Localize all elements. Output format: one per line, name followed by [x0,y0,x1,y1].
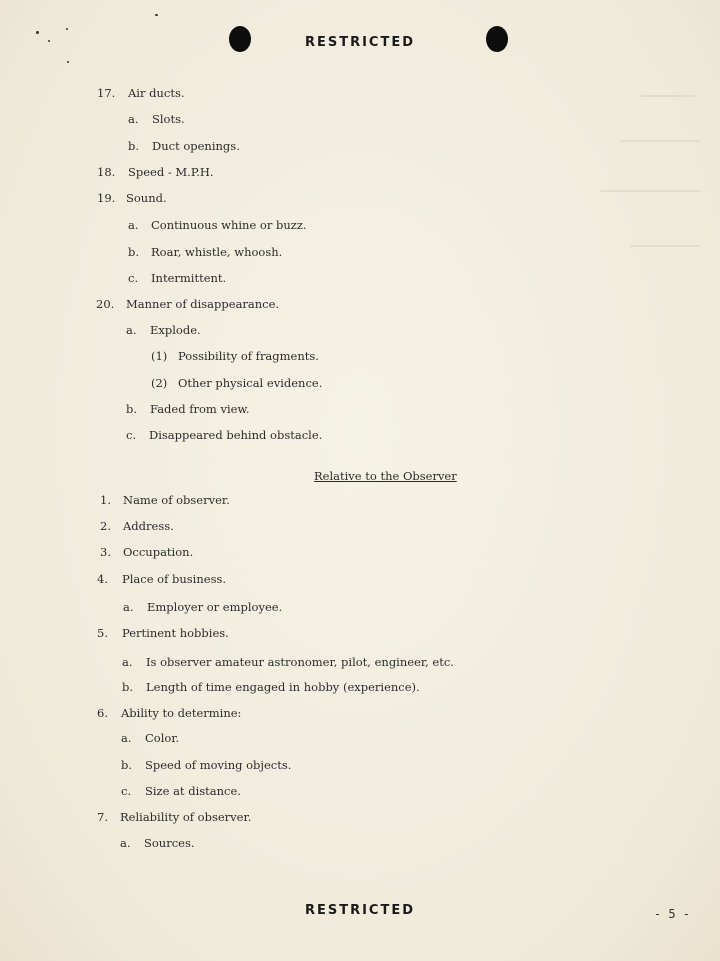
observer-item-text: Employer or employee. [147,600,283,614]
footer-restricted-stamp: RESTRICTED [304,903,416,918]
characteristic-item-number: 17. [97,86,116,100]
bleed-through [640,95,695,97]
characteristic-item [97,165,214,179]
observer-item [123,600,283,614]
observer-item-text: Size at distance. [145,784,241,798]
observer-item-text: Sources. [144,836,195,850]
characteristic-item [128,139,240,153]
characteristic-item-text: Sound. [126,191,167,205]
characteristic-item [97,86,185,100]
characteristic-item-number: 18. [97,165,116,179]
observer-item-text: Ability to determine: [121,706,242,720]
observer-item-number: 7. [97,810,108,824]
observer-item [122,655,454,669]
page-number: - 5 - [653,907,690,921]
characteristic-item-number: a. [128,112,139,126]
observer-item-text: Address. [123,519,174,533]
header-restricted-stamp: RESTRICTED [304,35,416,50]
characteristic-item-number: b. [128,245,140,259]
paper-speck [36,31,39,34]
observer-item-text: Occupation. [123,545,194,559]
observer-item-number: a. [123,600,134,614]
observer-item-text: Speed of moving objects. [145,758,292,772]
section-heading: Relative to the Observer [314,469,457,483]
observer-item [121,731,180,745]
bleed-through [600,190,700,192]
characteristic-item-text: Manner of disappearance. [126,297,280,311]
characteristic-item-text: Duct openings. [152,139,240,153]
characteristic-item [128,271,227,285]
characteristic-item [126,428,323,442]
observer-item-number: 5. [97,626,108,640]
observer-item-number: b. [121,758,133,772]
paper-speck [67,61,69,63]
characteristic-item-text: Air ducts. [128,86,185,100]
observer-item [97,706,242,720]
characteristic-item-text: Intermittent. [151,271,227,285]
observer-item-number: a. [122,655,133,669]
characteristic-item [151,349,319,363]
observer-item-number: 2. [100,519,111,533]
characteristic-item [128,112,185,126]
observer-item-text: Is observer amateur astronomer, pilot, engineer, etc. [146,655,454,669]
characteristic-item-number: b. [126,402,138,416]
observer-item-number: a. [121,731,132,745]
observer-item [120,836,195,850]
characteristic-item [96,297,280,311]
characteristic-item-text: Speed - M.P.H. [128,165,214,179]
observer-item-text: Name of observer. [123,493,230,507]
characteristic-item [97,191,167,205]
observer-item [97,810,252,824]
characteristic-item-number: a. [128,218,139,232]
characteristic-item [128,245,283,259]
observer-item [97,626,229,640]
observer-item-number: a. [120,836,131,850]
characteristic-item-number: 19. [97,191,116,205]
observer-item-text: Length of time engaged in hobby (experience). [146,680,420,694]
observer-item-number: 1. [100,493,111,507]
observer-item-number: 4. [97,572,108,586]
paper-speck [155,14,158,16]
characteristic-item-text: Faded from view. [150,402,250,416]
observer-item-number: b. [122,680,134,694]
characteristic-item-text: Disappeared behind obstacle. [149,428,323,442]
characteristic-item [128,218,307,232]
observer-item [121,784,241,798]
characteristic-item-text: Possibility of fragments. [178,349,319,363]
observer-item [97,572,227,586]
characteristic-item-text: Explode. [150,323,201,337]
bleed-through [630,245,700,247]
observer-item [100,493,230,507]
observer-item-text: Pertinent hobbies. [122,626,229,640]
observer-item-number: 3. [100,545,111,559]
observer-item [122,680,420,694]
bleed-through [620,140,700,142]
observer-item [100,519,174,533]
characteristic-item-number: c. [128,271,139,285]
characteristic-item-number: c. [126,428,137,442]
observer-item-text: Reliability of observer. [120,810,252,824]
observer-item [121,758,292,772]
characteristic-item-number: (1) [151,349,168,363]
characteristic-item-text: Slots. [152,112,185,126]
observer-item-text: Place of business. [122,572,227,586]
characteristic-item [151,376,323,390]
observer-item [100,545,194,559]
observer-item-number: c. [121,784,132,798]
characteristic-item-number: 20. [96,297,115,311]
characteristic-item-text: Other physical evidence. [178,376,323,390]
characteristic-item-text: Continuous whine or buzz. [151,218,307,232]
characteristic-item-number: (2) [151,376,168,390]
characteristic-item [126,323,201,337]
observer-item-text: Color. [145,731,180,745]
characteristic-item-number: a. [126,323,137,337]
observer-item-number: 6. [97,706,108,720]
paper-speck [66,28,68,30]
characteristic-item-number: b. [128,139,140,153]
characteristic-item [126,402,250,416]
characteristic-item-text: Roar, whistle, whoosh. [151,245,283,259]
